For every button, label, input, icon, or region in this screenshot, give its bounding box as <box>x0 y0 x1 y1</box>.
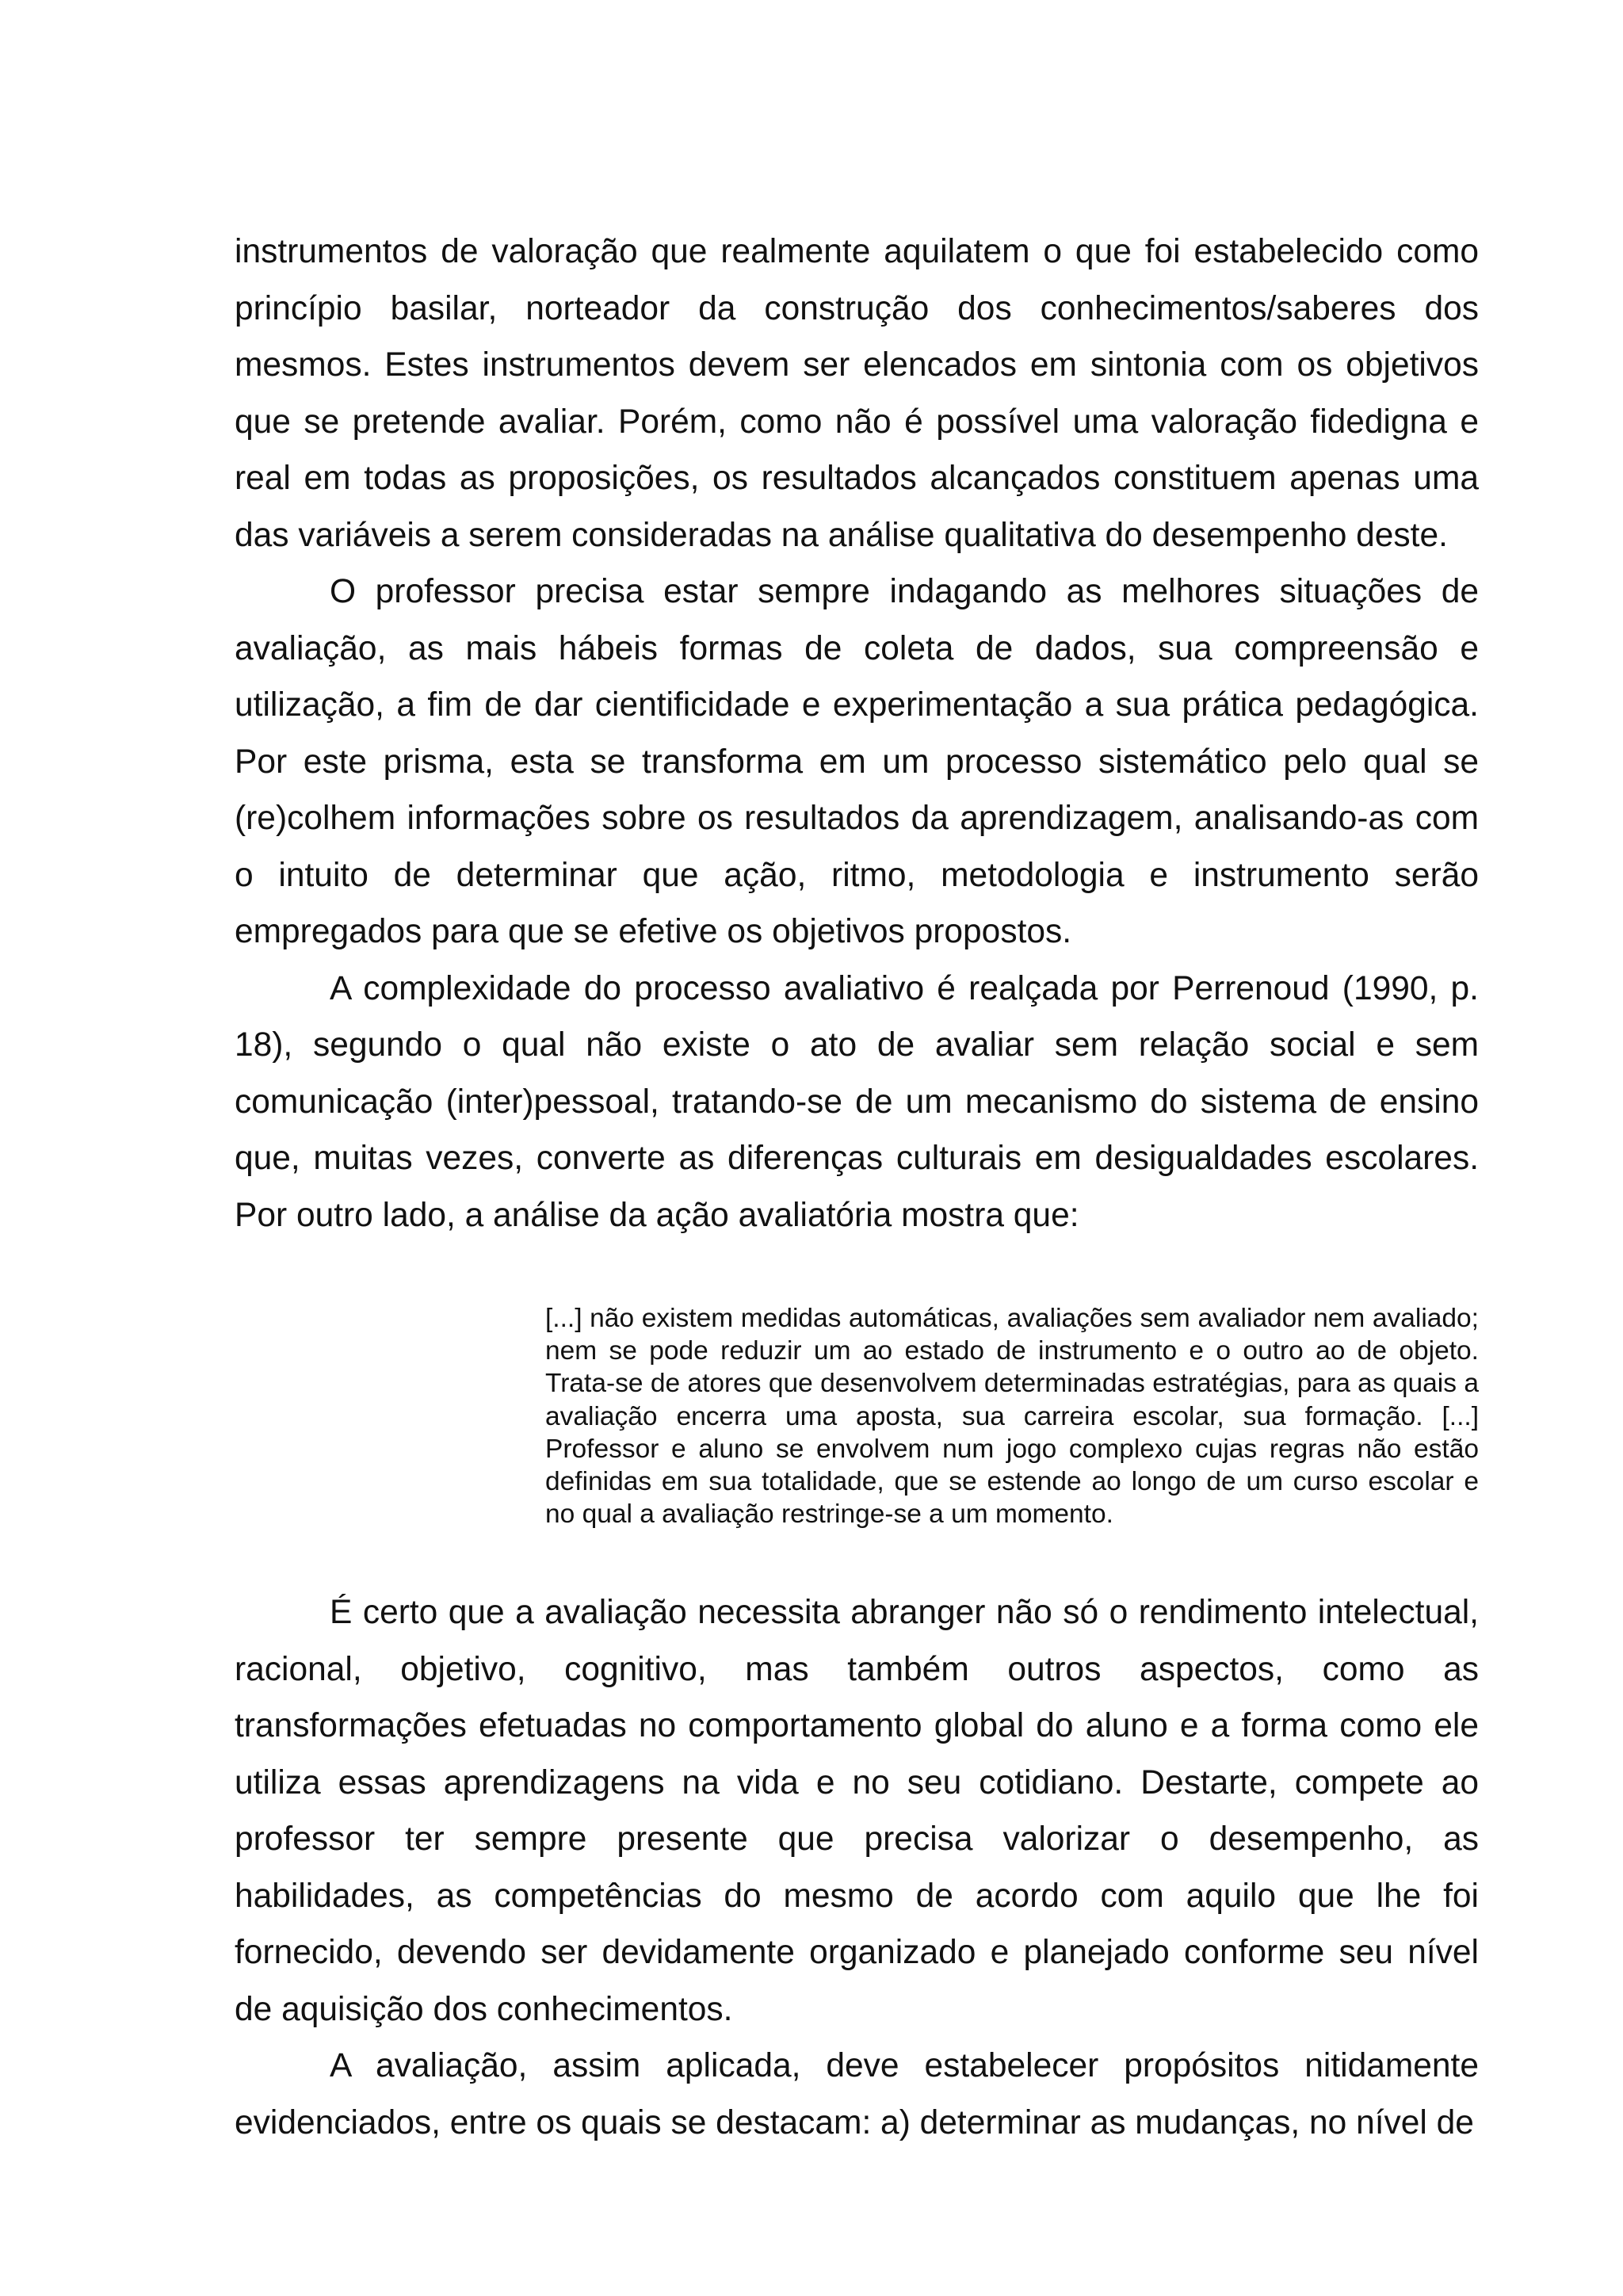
paragraph-rendimento: É certo que a avaliação necessita abranger não só o rendimento intelectual, racional, objetivo, cognitivo, mas também outros aspectos, como as transformações efetuadas no comportamento global do aluno e a forma como ele utiliza essas aprendizagens na vida e no seu cotidiano. Destarte, compete ao professor ter sempre presente que precisa valorizar o desempenho, as habilidades, as competências do mesmo de acordo com aquilo que lhe foi fornecido, devendo ser devidamente organizado e planejado conforme seu nível de aquisição dos conhecimentos. <box>235 1594 1479 2028</box>
block-quote: [...] não existem medidas automáticas, avaliações sem avaliador nem avaliado; nem se pode reduzir um ao estado de instrumento e o outro ao de objeto. Trata-se de atores que desenvolvem determinadas estratégias, para as quais a avaliação encerra uma aposta, sua carreira escolar, sua formação. [...] Professor e aluno se envolvem num jogo complexo cujas regras não estão definidas em sua totalidade, que se estende ao longo de um curso escolar e no qual a avaliação restringe-se a um momento. <box>545 1304 1479 1530</box>
paragraph-professor: O professor precisa estar sempre indagando as melhores situações de avaliação, as mais hábeis formas de coleta de dados, sua compreensão e utilização, a fim de dar cientificidade e experimentação a sua prática pedagógica. Por este prisma, esta se transforma em um processo sistemático pelo qual se (re)colhem informações sobre os resultados da aprendizagem, analisando-as com o intuito de determinar que ação, ritmo, metodologia e instrumento serão empregados para que se efetive os objetivos propostos. <box>235 573 1479 950</box>
paragraph-continuation: instrumentos de valoração que realmente aquilatem o que foi estabelecido como princípio basilar, norteador da construção dos conhecimentos/saberes dos mesmos. Estes instrumentos devem ser elencados em sintonia com os objetivos que se pretende avaliar. Porém, como não é possível uma valoração fidedigna e real em todas as proposições, os resultados alcançados constituem apenas uma das variáveis a serem consideradas na análise qualitativa do desempenho deste. <box>235 233 1479 554</box>
paragraph-propositos: A avaliação, assim aplicada, deve estabelecer propósitos nitidamente evidenciados, entre os quais se destacam: a) determinar as mudanças, no nível de <box>235 2047 1479 2141</box>
paragraph-perrenoud: A complexidade do processo avaliativo é realçada por Perrenoud (1990, p. 18), segundo o qual não existe o ato de avaliar sem relação social e sem comunicação (inter)pessoal, tratando-se de um mecanismo do sistema de ensino que, muitas vezes, converte as diferenças culturais em desigualdades escolares. Por outro lado, a análise da ação avaliatória mostra que: <box>235 969 1479 1234</box>
document-body <box>235 223 1479 2151</box>
